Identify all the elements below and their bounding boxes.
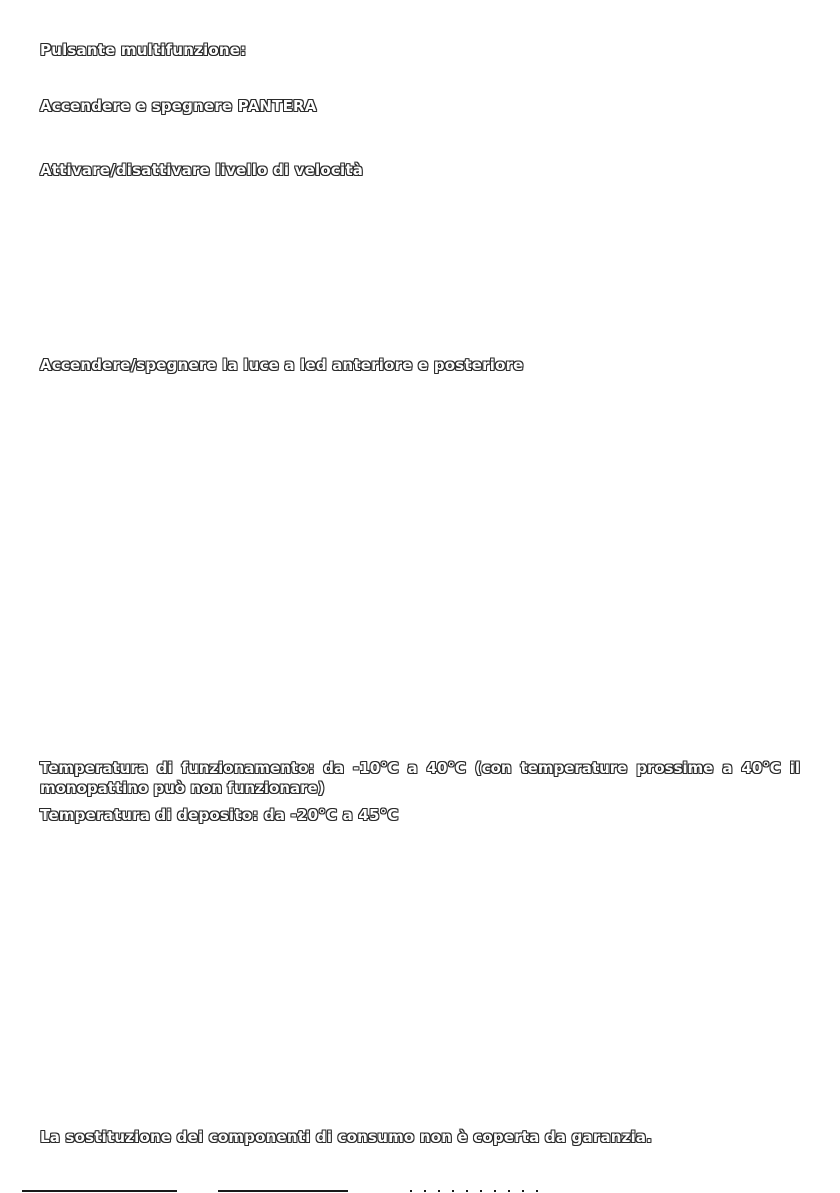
warranty-note: La sostituzione dei componenti di consumo non è coperta da garanzia. (40, 1128, 653, 1146)
footer-rule-middle (218, 1190, 348, 1192)
storage-temperature-text: Temperatura di deposito: da -20°C a 45°C (40, 806, 399, 824)
power-on-off-heading: Accendere e spegnere PANTERA (40, 97, 317, 115)
footer-rule-left (22, 1190, 177, 1192)
speed-level-heading: Attivare/disattivare livello di velocità (40, 161, 364, 179)
multifunction-button-heading: Pulsante multifunzione: (40, 41, 247, 59)
footer-dotted-rule (410, 1190, 550, 1192)
operating-temperature-text: Temperatura di funzionamento: da -10°C a 40°C (con temperature prossime a 40°C il monopattino può non funzionare) (40, 759, 800, 797)
led-lights-heading: Accendere/spegnere la luce a led anteriore e posteriore (40, 356, 524, 374)
